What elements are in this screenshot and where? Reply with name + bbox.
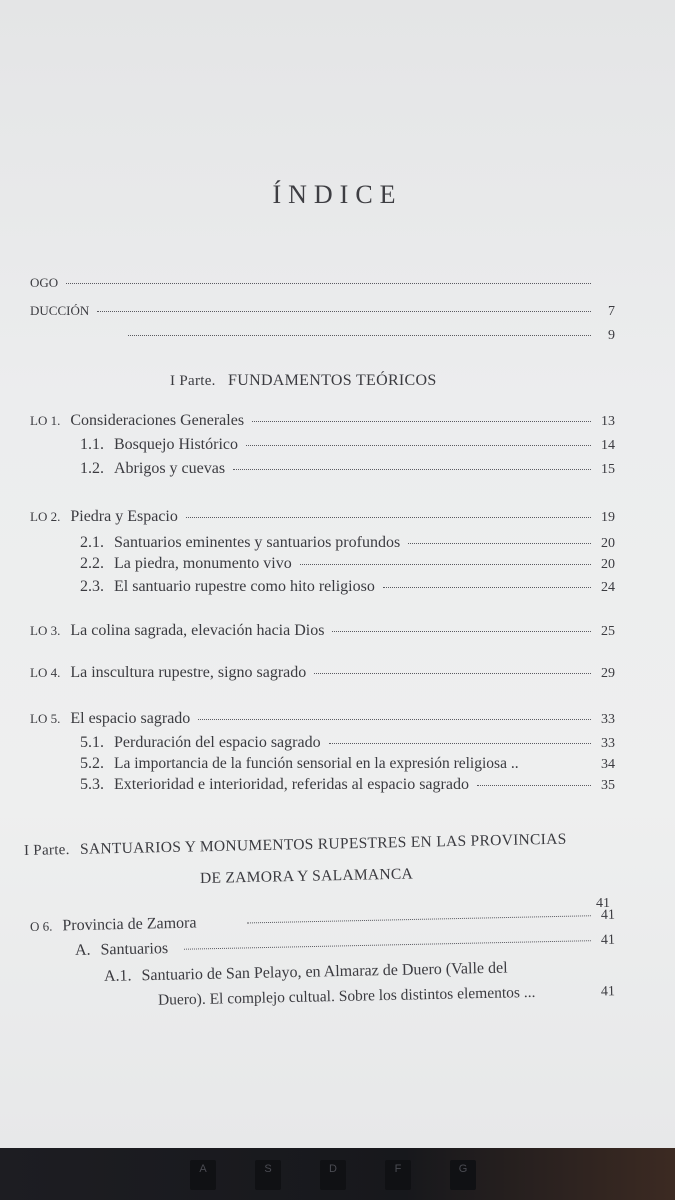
keyboard-key: G: [450, 1160, 476, 1190]
keyboard-key: D: [320, 1160, 346, 1190]
toc-entry-label: Santuarios: [100, 940, 169, 959]
dot-leader: [247, 915, 591, 923]
toc-page-number: 25: [601, 624, 615, 639]
toc-entry-label: Abrigos y cuevas: [114, 460, 226, 477]
dot-leader: [383, 587, 591, 588]
toc-entry-label: Provincia de Zamora: [62, 914, 197, 935]
toc-entry-label: Duero). El complejo cultual. Sobre los distintos elementos ...: [157, 983, 536, 1009]
toc-page-number: 41: [600, 932, 616, 948]
toc-page-number: 15: [601, 462, 615, 477]
toc-entry-page-only: [120, 328, 615, 344]
toc-entry-number: 5.1.: [80, 734, 104, 751]
toc-page-number: 20: [601, 536, 615, 551]
toc-entry-number: 5.3.: [80, 776, 104, 793]
dot-leader: [184, 940, 591, 950]
toc-entry-label: Perduración del espacio sagrado: [114, 734, 321, 751]
toc-page-number: 33: [601, 736, 615, 751]
toc-subsection-a1: [104, 958, 574, 986]
toc-entry-number: LO 4.: [30, 665, 61, 680]
toc-entry-number: 1.2.: [80, 460, 104, 477]
toc-entry-number: LO 3.: [30, 623, 61, 638]
toc-entry-label: El santuario rupestre como hito religioso: [114, 578, 375, 595]
toc-entry-label: Bosquejo Histórico: [114, 436, 238, 453]
toc-entry-label: Exterioridad e interioridad, referidas al espacio sagrado: [114, 776, 469, 793]
toc-entry-number: LO 5.: [30, 711, 61, 726]
toc-chapter-6: [30, 906, 615, 936]
toc-entry-number: A.1.: [103, 967, 132, 985]
toc-entry-number: A.: [74, 941, 91, 959]
dot-leader: [186, 517, 591, 518]
toc-subsection-a1-cont: [148, 982, 615, 1010]
part-title: FUNDAMENTOS TEÓRICOS: [228, 372, 437, 389]
toc-entry-label: La importancia de la función sensorial en la expresión religiosa ..: [114, 755, 519, 772]
dot-leader: [300, 564, 591, 565]
toc-page-number: 29: [601, 666, 615, 681]
toc-page-number: 13: [601, 414, 615, 429]
toc-entry-label: Santuarios eminentes y santuarios profundos: [114, 534, 401, 551]
toc-chapter-3: [30, 622, 615, 640]
toc-entry-number: LO 2.: [30, 509, 61, 524]
toc-chapter-1: [30, 412, 615, 430]
toc-entry-number: 5.2.: [80, 755, 104, 772]
part-title-line-2: DE ZAMORA Y SALAMANCA: [199, 865, 414, 887]
toc-section-1-1: [80, 436, 615, 454]
toc-section-1-2: [80, 460, 615, 478]
keyboard-key: S: [255, 1160, 281, 1190]
part-title-line-2-wrap: [200, 866, 413, 888]
dot-leader: [408, 543, 591, 544]
toc-page-number: 35: [601, 778, 615, 793]
dot-leader: [198, 719, 591, 720]
toc-entry-number: LO 1.: [30, 413, 61, 428]
toc-page-number: 20: [601, 557, 615, 572]
toc-entry-number: 2.3.: [80, 578, 104, 595]
toc-page-number: 7: [608, 304, 615, 319]
toc-page-number: 14: [601, 438, 615, 453]
part-heading-2: [24, 831, 567, 860]
toc-entry-label: Santuario de San Pelayo, en Almaraz de Duero (Valle del: [141, 959, 508, 985]
toc-page-number: 24: [601, 580, 615, 595]
toc-section-5-2: [80, 755, 615, 773]
toc-entry-label: Piedra y Espacio: [70, 508, 178, 525]
toc-section-2-1: [80, 534, 615, 552]
toc-page-number: 41: [600, 907, 616, 924]
toc-page-number: 9: [608, 328, 615, 343]
dot-leader: [97, 311, 591, 312]
toc-entry-label: La colina sagrada, elevación hacia Dios: [70, 622, 325, 639]
dot-leader: [66, 283, 591, 284]
toc-section-2-2: [80, 555, 615, 573]
dot-leader: [314, 673, 591, 674]
toc-entry-label: La inscultura rupestre, signo sagrado: [70, 664, 307, 681]
toc-section-5-1: [80, 734, 615, 752]
toc-entry-label: La piedra, monumento vivo: [114, 555, 292, 572]
dot-leader: [128, 335, 591, 336]
dot-leader: [233, 469, 591, 470]
toc-entry-introduccion: [30, 303, 615, 320]
part-prefix: I Parte.: [170, 373, 216, 389]
toc-entry-prologo: [30, 275, 615, 291]
dot-leader: [252, 421, 591, 422]
toc-chapter-5: [30, 710, 615, 728]
toc-section-2-3: [80, 578, 615, 596]
part-heading-1: [170, 372, 437, 390]
toc-chapter-4: [30, 664, 615, 682]
page-title: ÍNDICE: [272, 180, 403, 209]
keyboard-key: F: [385, 1160, 411, 1190]
dot-leader: [246, 445, 591, 446]
dot-leader: [329, 743, 591, 744]
toc-page-number: 41: [600, 984, 616, 1000]
dot-leader: [332, 631, 591, 632]
toc-chapter-2: [30, 508, 615, 526]
toc-entry-number: 2.2.: [80, 555, 104, 572]
toc-section-5-3: [80, 776, 615, 794]
toc-entry-label: Consideraciones Generales: [70, 412, 245, 429]
toc-entry-number: 1.1.: [80, 436, 104, 453]
keyboard-key: A: [190, 1160, 216, 1190]
toc-entry-number: O 6.: [29, 918, 53, 934]
toc-entry-label: DUCCIÓN: [30, 303, 90, 318]
toc-entry-number: 2.1.: [80, 534, 104, 551]
toc-entry-label: El espacio sagrado: [70, 710, 191, 727]
toc-section-a: [75, 931, 615, 960]
dot-leader: [477, 785, 591, 786]
toc-entry-label: OGO: [30, 275, 59, 290]
part-title-line-1: SANTUARIOS Y MONUMENTOS RUPESTRES EN LAS PROVINCIAS: [79, 830, 567, 858]
part-prefix: I Parte.: [23, 842, 70, 859]
toc-page-number: 41: [596, 896, 610, 911]
toc-page-number: 19: [601, 510, 615, 525]
toc-page-number: 34: [601, 757, 615, 772]
toc-page-number: 33: [601, 712, 615, 727]
